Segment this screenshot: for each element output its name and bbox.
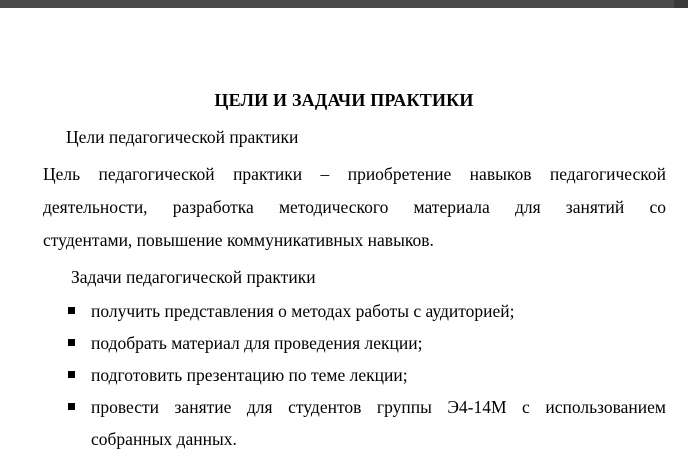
tasks-heading: Задачи педагогической практики xyxy=(71,267,316,287)
list-item-text: подготовить презентацию по теме лекции; xyxy=(91,365,408,385)
square-bullet-icon xyxy=(68,339,75,346)
list-item-text-continued: собранных данных. xyxy=(91,429,237,449)
list-item-text: получить представления о методах работы с аудиторией; xyxy=(91,301,515,321)
list-item xyxy=(64,327,666,359)
list-item xyxy=(64,391,666,455)
page-title: ЦЕЛИ И ЗАДАЧИ ПРАКТИКИ xyxy=(214,90,474,110)
list-item xyxy=(64,295,666,327)
list-item xyxy=(64,359,666,391)
goals-heading: Цели педагогической практики xyxy=(66,127,299,147)
goal-paragraph-line: студентами, повышение коммуникативных навыков. xyxy=(43,230,434,250)
square-bullet-icon xyxy=(68,307,75,314)
task-list xyxy=(64,295,666,455)
list-item-text: подобрать материал для проведения лекции; xyxy=(91,333,423,353)
window-top-bar xyxy=(0,0,688,8)
square-bullet-icon xyxy=(68,371,75,378)
goal-paragraph xyxy=(43,158,666,257)
goal-paragraph-line: деятельности, разработка методического материала для занятий со xyxy=(43,197,666,217)
goal-paragraph-line: Цель педагогической практики – приобретение навыков педагогической xyxy=(43,164,666,184)
square-bullet-icon xyxy=(68,403,75,410)
window-top-bar-edge xyxy=(674,0,688,8)
list-item-text: провести занятие для студентов группы Э4-14М с использованием xyxy=(91,397,666,417)
